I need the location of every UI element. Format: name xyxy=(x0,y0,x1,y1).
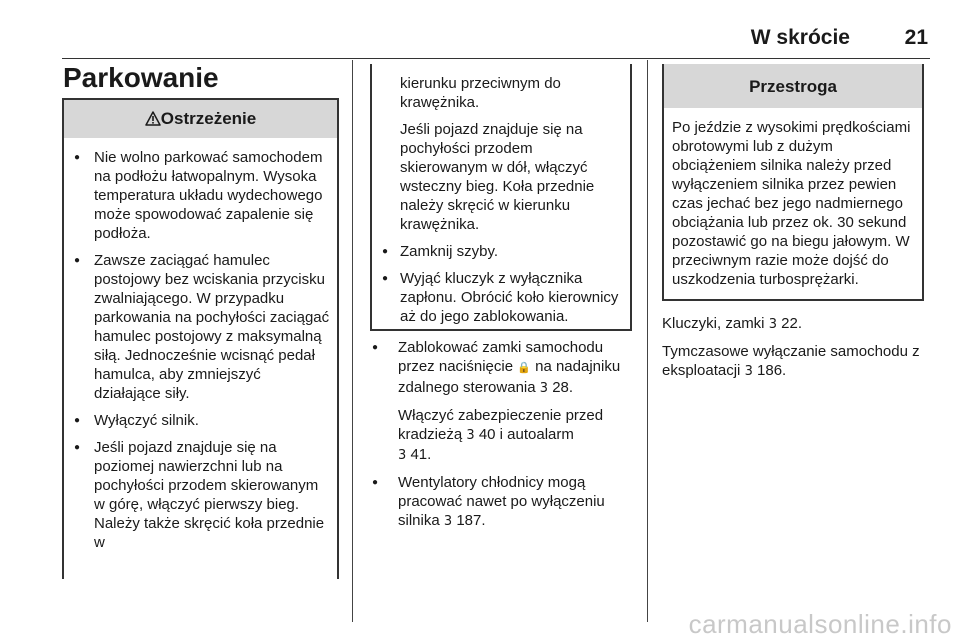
warning-item: ● Jeśli pojazd znajduje się na poziomej nawierzchni lub na pochyłości przodem skierowanym w górę, włączyć pierwszy bieg. Należy także skręcić koła przednie w xyxy=(64,438,331,552)
reference-arrow-icon: 3 xyxy=(443,514,453,529)
warning-item: ● Zamknij szyby. xyxy=(372,242,624,261)
reference-arrow-icon: 3 xyxy=(539,381,549,396)
warning-header xyxy=(64,100,337,138)
page-reference: 28. xyxy=(552,379,574,396)
page-reference: 187. xyxy=(456,512,486,529)
section-title: W skrócie xyxy=(750,26,850,49)
body-paragraph: Włączyć zabezpieczenie przed kradzieżą 3 40 i autoalarm 3 41. xyxy=(398,407,604,463)
reference-arrow-icon: 3 xyxy=(744,364,753,379)
reference-arrow-icon: 3 xyxy=(768,317,777,332)
page-reference: 41. xyxy=(410,446,432,463)
reference-arrow-icon: 3 xyxy=(466,428,475,443)
warning-item: ● Nie wolno parkować samochodem na podłożu łatwopalnym. Wysoka temperatura układu wydechowego może spowodować zapalenie się podłoża. xyxy=(64,148,331,243)
warning-item: ● Zawsze zaciągać hamulec postojowy bez wciskania przycisku zwalniającego. W przypadku parkowania na pochyłości zaciągać hamulec postojowy z maksymalną siłą. Jednocześnie wcisnąć pedał hamulca, aby zmniejszyć działające siły. xyxy=(64,251,331,403)
column-divider-1 xyxy=(352,60,353,622)
warning-item: ● Wyłączyć silnik. xyxy=(64,411,331,430)
page-reference: 186. xyxy=(757,362,787,379)
warning-box-continued xyxy=(370,64,632,331)
page-reference: 22. xyxy=(781,315,803,332)
page-title: Parkowanie xyxy=(63,62,219,93)
watermark: carmanualsonline.info xyxy=(688,609,952,639)
caution-box xyxy=(662,64,924,301)
warning-paragraph: Jeśli pojazd znajduje się na pochyłości przodem skierowanym w dół, włączyć wsteczny bieg. Koła przednie należy skręcić w kierunku krawężnika. xyxy=(400,121,595,233)
warning-item: ● Wyjąć kluczyk z wyłącznika zapłonu. Obrócić koło kierownicy aż do jego zablokowania. xyxy=(372,269,624,326)
warning-title: Ostrzeżenie xyxy=(160,109,257,128)
header-rule xyxy=(62,58,930,59)
column-divider-2 xyxy=(647,60,648,622)
page-header xyxy=(62,20,930,60)
warning-triangle-icon xyxy=(145,111,161,126)
caution-header: Przestroga xyxy=(664,64,922,108)
cross-reference: Kluczyki, zamki 3 22. xyxy=(662,315,803,332)
lock-icon: 🔒 xyxy=(517,362,531,374)
page-number: 21 xyxy=(904,26,928,49)
body-bullet: ● Wentylatory chłodnicy mogą pracować nawet po wyłączeniu silnika 3 187. xyxy=(362,473,634,531)
column-2-body xyxy=(362,338,634,539)
body-bullet: ● Zablokować zamki samochodu przez naciśnięcie 🔒 na nadajniku zdalnego sterowania 3 28. xyxy=(362,338,634,398)
warning-continued-text: kierunku przeciwnym do krawężnika. xyxy=(400,75,561,111)
column-3-body xyxy=(662,314,934,389)
reference-arrow-icon: 3 xyxy=(398,448,407,463)
cross-reference: Tymczasowe wyłączanie samochodu z eksploatacji 3 186. xyxy=(662,343,920,379)
warning-box xyxy=(62,98,339,579)
caution-text: Po jeździe z wysokimi prędkościami obrotowymi lub z dużym obciążeniem silnika należy przed wyłączeniem silnika przez pewien czas jechać bez jego nadmiernego obciążania lub przez ok. 30 sekund pozostawić go na biegu jałowym. W przeciwnym razie może dojść do uszkodzenia turbosprężarki. xyxy=(672,119,911,288)
